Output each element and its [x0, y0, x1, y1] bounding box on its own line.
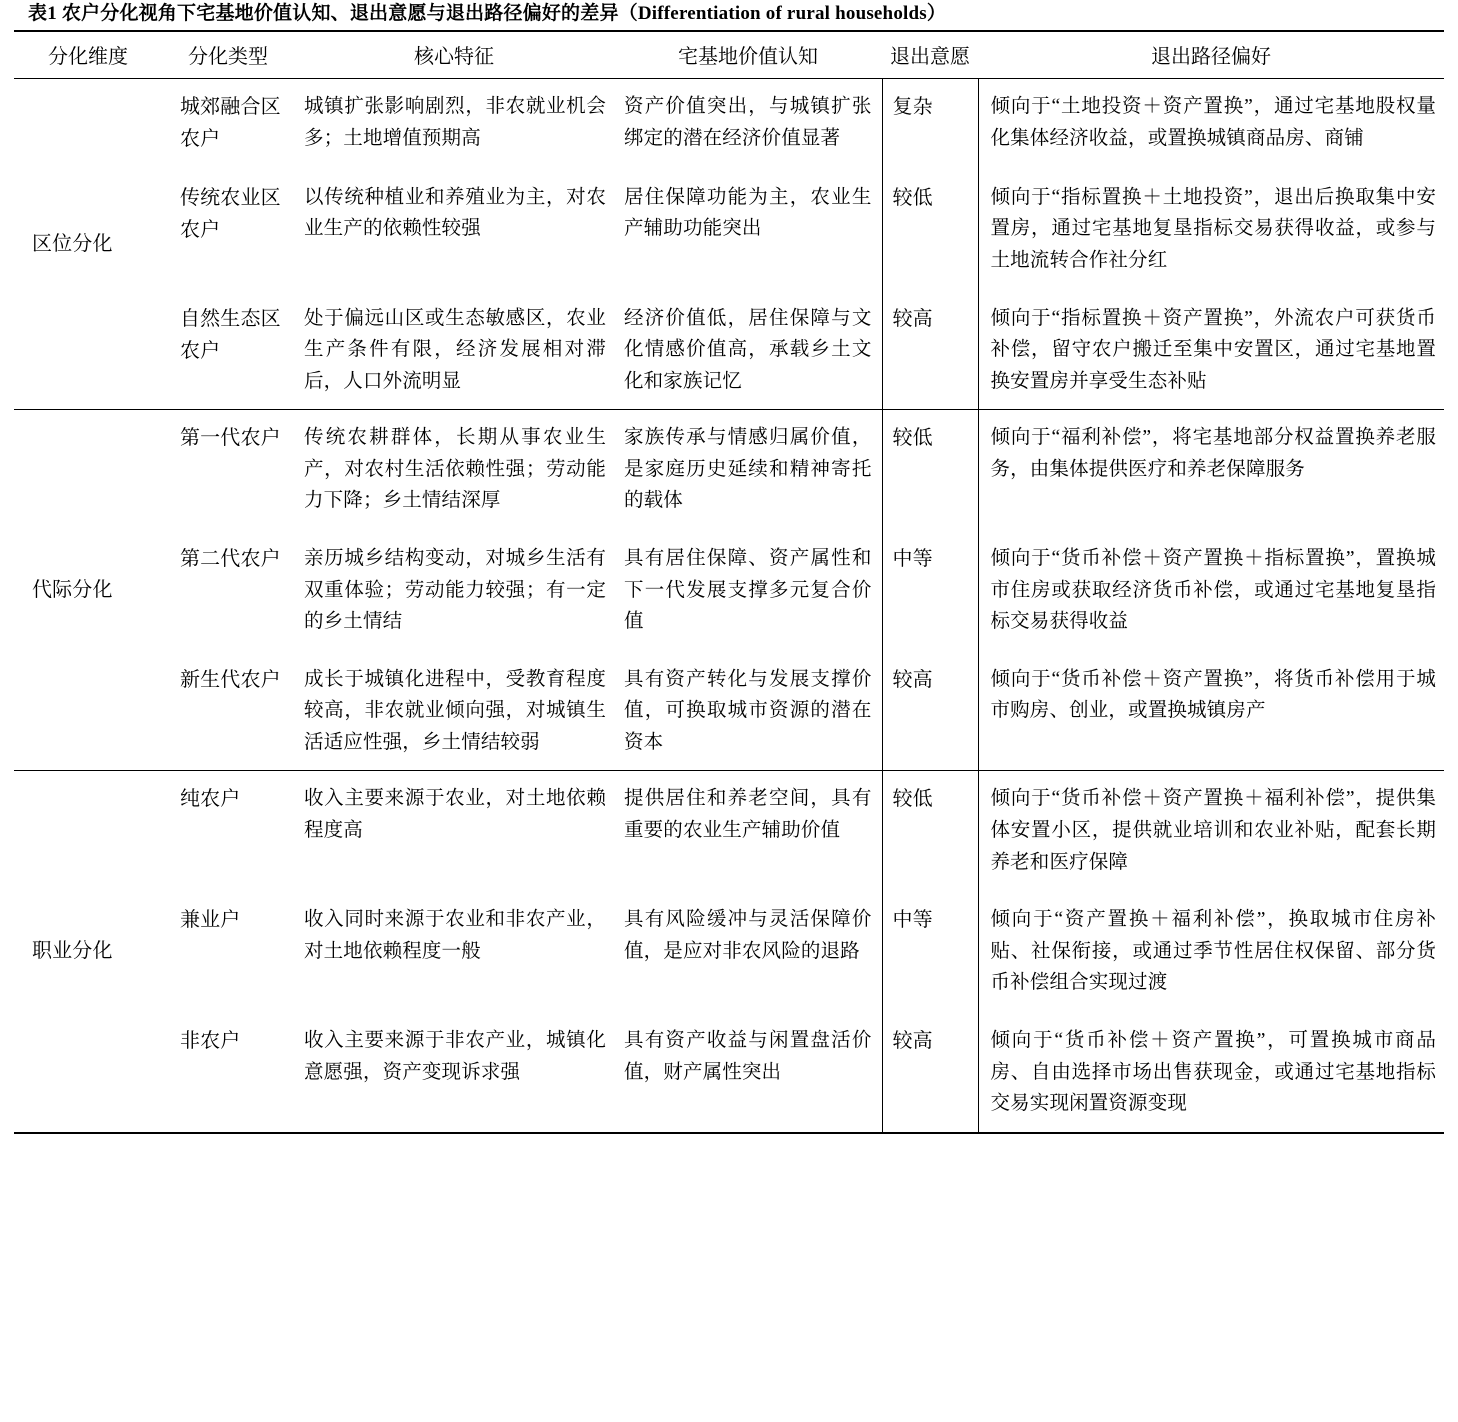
dimension-cell: 代际分化: [14, 410, 162, 771]
table-row: [14, 79, 1444, 168]
willingness-cell: 中等: [882, 890, 978, 1011]
table-body: [14, 79, 1444, 1133]
type-cell: 第二代农户: [180, 547, 281, 570]
feature-cell: 成长于城镇化进程中，受教育程度较高，非农就业倾向强，对城镇生活适应性强，乡土情结较弱: [304, 668, 606, 753]
willingness-cell: 较低: [882, 168, 978, 289]
table-row: [14, 771, 1444, 890]
column-header-willingness: 退出意愿: [882, 31, 978, 79]
path-cell: 倾向于“福利补偿”，将宅基地部分权益置换养老服务，由集体提供医疗和养老保障服务: [978, 410, 1444, 529]
column-header-cognition: 宅基地价值认知: [614, 31, 882, 79]
willingness-cell: 较低: [882, 410, 978, 529]
column-header-dimension: 分化维度: [14, 31, 162, 79]
path-cell: 倾向于“货币补偿＋资产置换”，可置换城市商品房、自由选择市场出售获现金，或通过宅基地指标交易实现闲置资源变现: [978, 1011, 1444, 1133]
table-row: [14, 1011, 1444, 1133]
table-row: [14, 410, 1444, 529]
feature-cell: 以传统种植业和养殖业为主，对农业生产的依赖性较强: [304, 186, 606, 240]
type-cell: 纯农户: [162, 771, 294, 890]
feature-cell: 亲历城乡结构变动，对城乡生活有双重体验；劳动能力较强；有一定的乡土情结: [304, 547, 606, 633]
table-row: [14, 890, 1444, 1011]
cognition-cell: 居住保障功能为主，农业生产辅助功能突出: [614, 168, 882, 289]
table-row: [14, 289, 1444, 410]
type-cell: 自然生态区农户: [180, 307, 281, 362]
feature-cell: 传统农耕群体，长期从事农业生产，对农村生活依赖性强；劳动能力下降；乡土情结深厚: [294, 410, 614, 529]
column-header-feature: 核心特征: [294, 31, 614, 79]
path-cell: 倾向于“货币补偿＋资产置换＋福利补偿”，提供集体安置小区，提供就业培训和农业补贴，配套长期养老和医疗保障: [978, 771, 1444, 890]
column-header-type: 分化类型: [162, 31, 294, 79]
willingness-cell: 中等: [882, 529, 978, 650]
willingness-cell: 复杂: [882, 79, 978, 168]
cognition-cell: 经济价值低，居住保障与文化情感价值高，承载乡土文化和家族记忆: [614, 289, 882, 410]
path-cell: 倾向于“土地投资＋资产置换”，通过宅基地股权量化集体经济收益，或置换城镇商品房、商铺: [990, 96, 1436, 149]
type-cell: 第一代农户: [162, 410, 294, 529]
column-header-path: 退出路径偏好: [978, 31, 1444, 79]
type-cell: 城郊融合区农户: [180, 96, 281, 151]
path-cell: 倾向于“资产置换＋福利补偿”，换取城市住房补贴、社保衔接，或通过季节性居住权保留、部分货币补偿组合实现过渡: [990, 909, 1436, 994]
cognition-cell: 具有居住保障、资产属性和下一代发展支撑多元复合价值: [614, 529, 882, 650]
cognition-cell: 资产价值突出，与城镇扩张绑定的潜在经济价值显著: [614, 79, 882, 168]
dimension-cell: 区位分化: [32, 232, 113, 255]
path-cell: 倾向于“货币补偿＋资产置换＋指标置换”，置换城市住房或获取经济货币补偿，或通过宅基地复垦指标交易获得收益: [990, 547, 1436, 633]
type-cell: 传统农业区农户: [180, 186, 281, 242]
type-cell: 新生代农户: [180, 668, 281, 691]
table-row: [14, 168, 1444, 289]
feature-cell: 收入同时来源于农业和非农产业，对土地依赖程度一般: [304, 909, 606, 962]
willingness-cell: 较高: [882, 650, 978, 771]
table-row: [14, 650, 1444, 771]
cognition-cell: 具有风险缓冲与灵活保障价值，是应对非农风险的退路: [614, 890, 882, 1011]
feature-cell: 收入主要来源于非农产业，城镇化意愿强，资产变现诉求强: [294, 1011, 614, 1133]
path-cell: 倾向于“指标置换＋资产置换”，外流农户可获货币补偿，留守农户搬迁至集中安置区，通过宅基地置换安置房并享受生态补贴: [990, 307, 1436, 392]
willingness-cell: 较低: [882, 771, 978, 890]
differentiation-table: [14, 30, 1444, 1134]
feature-cell: 城镇扩张影响剧烈，非农就业机会多；土地增值预期高: [304, 96, 606, 149]
willingness-cell: 较高: [882, 289, 978, 410]
path-cell: 倾向于“指标置换＋土地投资”，退出后换取集中安置房，通过宅基地复垦指标交易获得收益，或参与土地流转合作社分红: [990, 186, 1436, 271]
header-row: [14, 31, 1444, 79]
table-row: [14, 529, 1444, 650]
type-cell: 非农户: [162, 1011, 294, 1133]
cognition-cell: 具有资产转化与发展支撑价值，可换取城市资源的潜在资本: [614, 650, 882, 771]
cognition-cell: 具有资产收益与闲置盘活价值，财产属性突出: [614, 1011, 882, 1133]
feature-cell: 处于偏远山区或生态敏感区，农业生产条件有限，经济发展相对滞后，人口外流明显: [304, 307, 606, 392]
feature-cell: 收入主要来源于农业，对土地依赖程度高: [294, 771, 614, 890]
cognition-cell: 提供居住和养老空间，具有重要的农业生产辅助价值: [614, 771, 882, 890]
table-header: [14, 31, 1444, 79]
dimension-cell: 职业分化: [14, 771, 162, 1133]
path-cell: 倾向于“货币补偿＋资产置换”，将货币补偿用于城市购房、创业，或置换城镇房产: [990, 668, 1436, 722]
cognition-cell: 家族传承与情感归属价值，是家庭历史延续和精神寄托的载体: [614, 410, 882, 529]
willingness-cell: 较高: [882, 1011, 978, 1133]
table-caption: 表1 农户分化视角下宅基地价值认知、退出意愿与退出路径偏好的差异（Differentiation of rural households）: [28, 3, 947, 24]
type-cell: 兼业户: [180, 909, 241, 932]
